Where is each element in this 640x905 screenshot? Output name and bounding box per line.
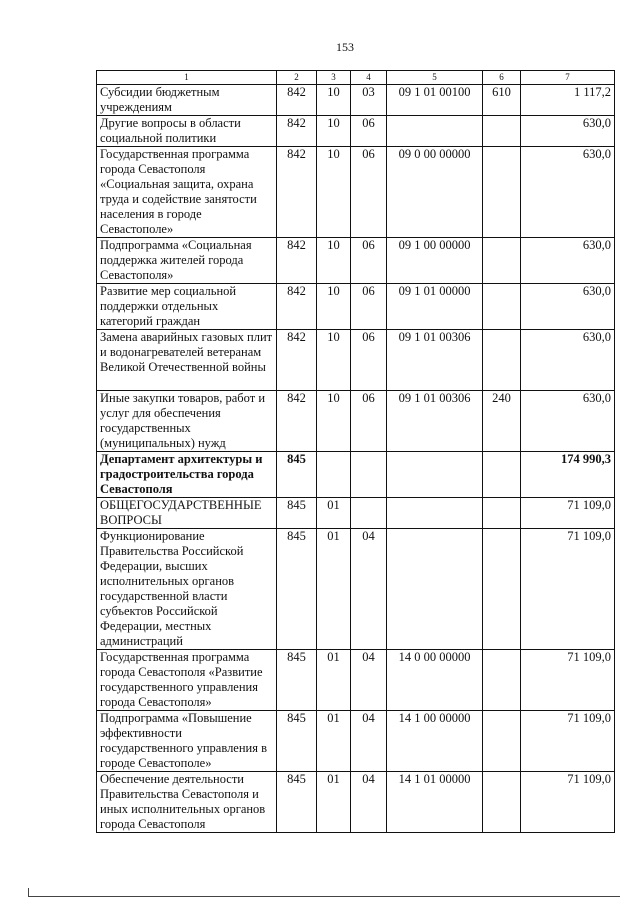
amount-cell: 71 109,0	[521, 529, 615, 650]
ministry-code-cell: 845	[277, 452, 317, 498]
subsection-code-cell	[351, 498, 387, 529]
table-row	[97, 711, 615, 772]
column-header: 5	[387, 71, 483, 85]
expense-type-code-cell	[483, 147, 521, 238]
subsection-code-cell: 06	[351, 391, 387, 452]
ministry-code-cell: 842	[277, 238, 317, 284]
row-name-cell: Другие вопросы в области социальной политики	[97, 116, 277, 147]
target-article-code-cell	[387, 452, 483, 498]
row-name-cell: Функционирование Правительства Российской Федерации, высших исполнительных органов государственной власти субъектов Российской Федерации, местных администраций	[97, 529, 277, 650]
amount-cell: 630,0	[521, 116, 615, 147]
ministry-code-cell: 845	[277, 529, 317, 650]
target-article-code-cell: 14 1 01 00000	[387, 772, 483, 833]
target-article-code-cell: 09 0 00 00000	[387, 147, 483, 238]
table-row	[97, 238, 615, 284]
amount-cell: 630,0	[521, 147, 615, 238]
expense-type-code-cell	[483, 772, 521, 833]
target-article-code-cell: 09 1 00 00000	[387, 238, 483, 284]
ministry-code-cell: 842	[277, 391, 317, 452]
table-row	[97, 330, 615, 391]
subsection-code-cell: 03	[351, 85, 387, 116]
column-header: 6	[483, 71, 521, 85]
column-header: 4	[351, 71, 387, 85]
row-name-cell: ОБЩЕГОСУДАРСТВЕННЫЕ ВОПРОСЫ	[97, 498, 277, 529]
column-header: 1	[97, 71, 277, 85]
section-code-cell: 10	[317, 238, 351, 284]
table-row	[97, 116, 615, 147]
target-article-code-cell	[387, 116, 483, 147]
amount-cell: 71 109,0	[521, 711, 615, 772]
amount-cell: 630,0	[521, 238, 615, 284]
section-code-cell: 01	[317, 711, 351, 772]
amount-cell: 630,0	[521, 391, 615, 452]
section-code-cell: 01	[317, 529, 351, 650]
budget-table	[96, 70, 615, 833]
amount-cell: 630,0	[521, 284, 615, 330]
section-code-cell: 10	[317, 284, 351, 330]
ministry-code-cell: 842	[277, 147, 317, 238]
subsection-code-cell: 04	[351, 711, 387, 772]
expense-type-code-cell: 240	[483, 391, 521, 452]
subsection-code-cell: 04	[351, 650, 387, 711]
subsection-code-cell	[351, 452, 387, 498]
ministry-code-cell: 842	[277, 284, 317, 330]
amount-cell: 1 117,2	[521, 85, 615, 116]
section-code-cell: 01	[317, 650, 351, 711]
target-article-code-cell: 09 1 01 00306	[387, 330, 483, 391]
ministry-code-cell: 845	[277, 650, 317, 711]
target-article-code-cell: 14 0 00 00000	[387, 650, 483, 711]
page-number: 153	[336, 40, 354, 54]
ministry-code-cell: 845	[277, 498, 317, 529]
subsection-code-cell: 04	[351, 772, 387, 833]
ministry-code-cell: 842	[277, 116, 317, 147]
row-name-cell: Субсидии бюджетным учреждениям	[97, 85, 277, 116]
expense-type-code-cell	[483, 452, 521, 498]
page-bottom-rule	[28, 896, 620, 897]
row-name-cell: Иные закупки товаров, работ и услуг для обеспечения государственных (муниципальных) нужд	[97, 391, 277, 452]
expense-type-code-cell: 610	[483, 85, 521, 116]
ministry-code-cell: 842	[277, 330, 317, 391]
target-article-code-cell: 09 1 01 00100	[387, 85, 483, 116]
expense-type-code-cell	[483, 238, 521, 284]
expense-type-code-cell	[483, 711, 521, 772]
subsection-code-cell: 04	[351, 529, 387, 650]
target-article-code-cell	[387, 498, 483, 529]
column-header: 2	[277, 71, 317, 85]
table-row	[97, 85, 615, 116]
row-name-cell: Государственная программа города Севастополя «Развитие государственного управления города Севастополя»	[97, 650, 277, 711]
row-name-cell: Государственная программа города Севастополя «Социальная защита, охрана труда и содействие занятости населения в городе Севастополе»	[97, 147, 277, 238]
column-number-row	[97, 71, 615, 85]
expense-type-code-cell	[483, 650, 521, 711]
subsection-code-cell: 06	[351, 330, 387, 391]
subsection-code-cell: 06	[351, 284, 387, 330]
expense-type-code-cell	[483, 116, 521, 147]
row-name-cell: Развитие мер социальной поддержки отдельных категорий граждан	[97, 284, 277, 330]
amount-cell: 71 109,0	[521, 650, 615, 711]
table-row	[97, 284, 615, 330]
expense-type-code-cell	[483, 498, 521, 529]
section-code-cell: 10	[317, 85, 351, 116]
ministry-code-cell: 845	[277, 711, 317, 772]
subsection-code-cell: 06	[351, 147, 387, 238]
table-row	[97, 772, 615, 833]
expense-type-code-cell	[483, 529, 521, 650]
section-code-cell: 10	[317, 330, 351, 391]
row-name-cell: Подпрограмма «Повышение эффективности государственного управления в городе Севастополе»	[97, 711, 277, 772]
table-row	[97, 391, 615, 452]
amount-cell: 71 109,0	[521, 772, 615, 833]
row-name-cell: Подпрограмма «Социальная поддержка жителей города Севастополя»	[97, 238, 277, 284]
page-bottom-rule-tick	[28, 888, 29, 897]
target-article-code-cell: 14 1 00 00000	[387, 711, 483, 772]
section-code-cell: 01	[317, 772, 351, 833]
table-row	[97, 650, 615, 711]
ministry-code-cell: 842	[277, 85, 317, 116]
row-name-cell: Замена аварийных газовых плит и водонагревателей ветеранам Великой Отечественной войны	[97, 330, 277, 391]
table-row	[97, 452, 615, 498]
column-header: 7	[521, 71, 615, 85]
column-header: 3	[317, 71, 351, 85]
target-article-code-cell	[387, 529, 483, 650]
subsection-code-cell: 06	[351, 238, 387, 284]
expense-type-code-cell	[483, 330, 521, 391]
table-row	[97, 498, 615, 529]
ministry-code-cell: 845	[277, 772, 317, 833]
table-row	[97, 147, 615, 238]
section-code-cell: 10	[317, 391, 351, 452]
table-body	[97, 85, 615, 833]
section-code-cell: 01	[317, 498, 351, 529]
table-row	[97, 529, 615, 650]
target-article-code-cell: 09 1 01 00306	[387, 391, 483, 452]
section-code-cell: 10	[317, 116, 351, 147]
amount-cell: 71 109,0	[521, 498, 615, 529]
amount-cell: 174 990,3	[521, 452, 615, 498]
expense-type-code-cell	[483, 284, 521, 330]
subsection-code-cell: 06	[351, 116, 387, 147]
section-code-cell	[317, 452, 351, 498]
row-name-cell: Департамент архитектуры и градостроительства города Севастополя	[97, 452, 277, 498]
row-name-cell: Обеспечение деятельности Правительства Севастополя и иных исполнительных органов города Севастополя	[97, 772, 277, 833]
target-article-code-cell: 09 1 01 00000	[387, 284, 483, 330]
amount-cell: 630,0	[521, 330, 615, 391]
section-code-cell: 10	[317, 147, 351, 238]
